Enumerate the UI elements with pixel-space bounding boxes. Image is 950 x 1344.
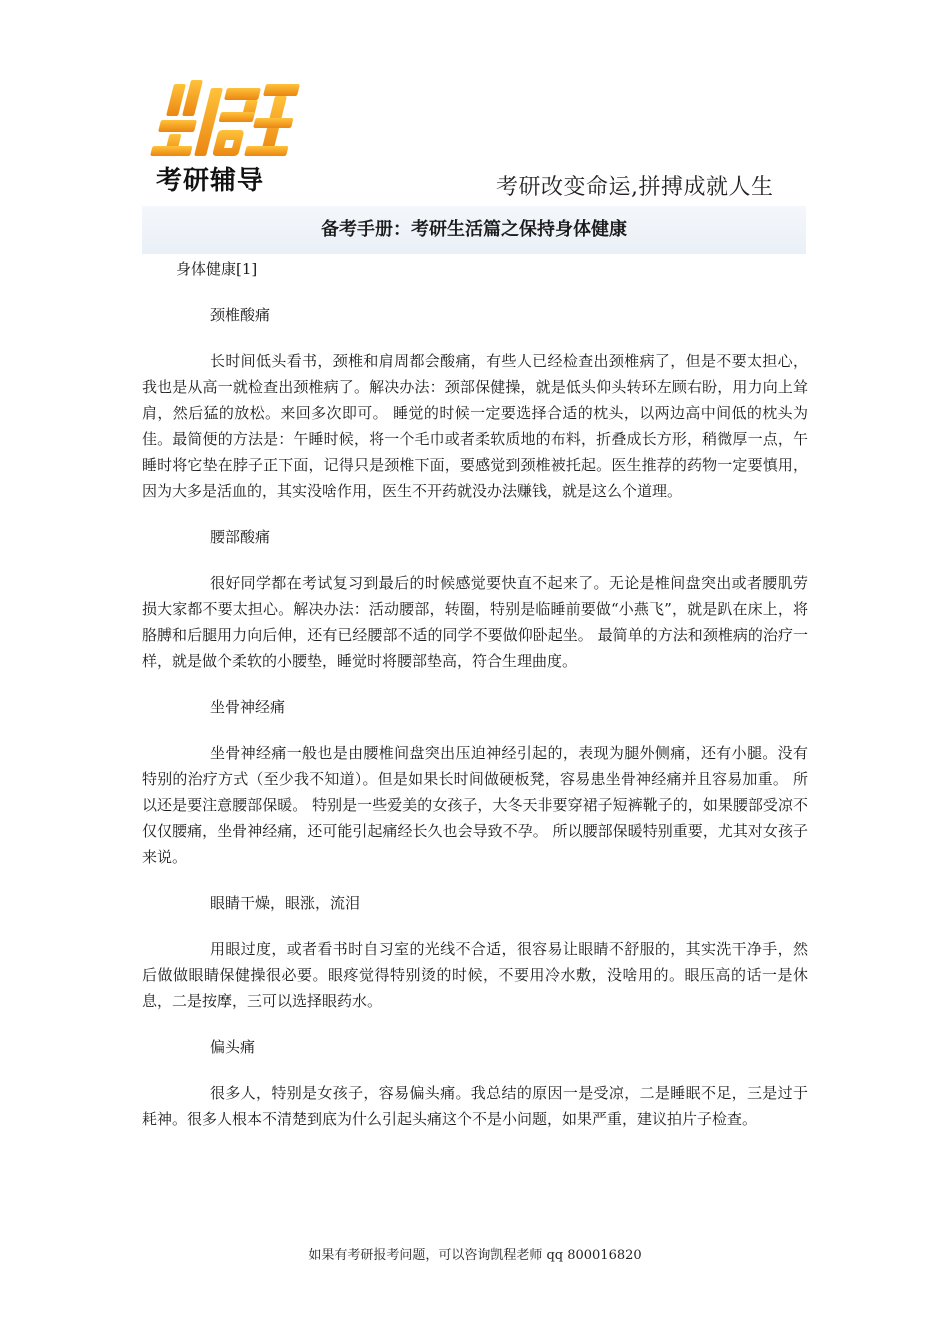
section-heading: 坐骨神经痛: [210, 698, 286, 716]
section-paragraph: 用眼过度，或者看书时自习室的光线不合适，很容易让眼睛不舒服的，其实洗干净手，然后做做眼睛保健操很必要。眼疼觉得特别烫的时候，不要用冷水敷，没啥用的。眼压高的话一是休息，二是按摩，三可以选择眼药水。: [142, 940, 808, 1010]
intro-tag: 身体健康[1]: [176, 260, 258, 278]
section-paragraph: 坐骨神经痛一般也是由腰椎间盘突出压迫神经引起的，表现为腿外侧痛，还有小腿。没有特别的治疗方式（至少我不知道）。但是如果长时间做硬板凳，容易患坐骨神经痛并且容易加重。 所以还是要注意腰部保暖。 特别是一些爱美的女孩子，大冬天非要穿裙子短裤靴子的，如果腰部受凉不仅仅腰痛，坐骨神经痛，还可能引起痛经长久也会导致不孕。 所以腰部保暖特别重要，尤其对女孩子来说。: [142, 744, 808, 866]
slogan: 考研改变命运,拼搏成就人生: [496, 175, 774, 200]
section-paragraph: 长时间低头看书，颈椎和肩周都会酸痛，有些人已经检查出颈椎病了，但是不要太担心，我也是从高一就检查出颈椎病了。解决办法：颈部保健操，就是低头仰头转环左顾右盼，用力向上耸肩，然后猛的放松。来回多次即可。 睡觉的时候一定要选择合适的枕头，以两边高中间低的枕头为佳。最简便的方法是：午睡时候，将一个毛巾或者柔软质地的布料，折叠成长方形，稍微厚一点，午睡时将它垫在脖子正下面，记得只是颈椎下面，要感觉到颈椎被托起。医生推荐的药物一定要慎用，因为大多是活血的，其实没啥作用，医生不开药就没办法赚钱，就是这么个道理。: [142, 352, 808, 500]
kaicheng-logo: [150, 76, 310, 200]
section-heading: 偏头痛: [210, 1038, 256, 1056]
logo-caption: 考研辅导: [156, 166, 265, 196]
section-heading: 腰部酸痛: [210, 528, 271, 546]
document-body: [142, 256, 808, 1152]
section-heading: 眼睛干燥，眼涨，流泪: [210, 894, 361, 912]
section-heading: 颈椎酸痛: [210, 306, 271, 324]
section-paragraph: 很多人，特别是女孩子，容易偏头痛。我总结的原因一是受凉，二是睡眠不足，三是过于耗神。很多人根本不清楚到底为什么引起头痛这个不是小问题，如果严重，建议拍片子检查。: [142, 1084, 808, 1128]
page-title: 备考手册：考研生活篇之保持身体健康: [321, 219, 627, 240]
section-paragraph: 很好同学都在考试复习到最后的时候感觉要快直不起来了。无论是椎间盘突出或者腰肌劳损大家都不要太担心。解决办法：活动腰部，转圈，特别是临睡前要做“小燕飞”，就是趴在床上，将胳膊和后腿用力向后伸，还有已经腰部不适的同学不要做仰卧起坐。 最简单的方法和颈椎病的治疗一样，就是做个柔软的小腰垫，睡觉时将腰部垫高，符合生理曲度。: [142, 574, 808, 670]
footer-contact: 如果有考研报考问题，可以咨询凯程老师 qq 800016820: [308, 1248, 642, 1263]
